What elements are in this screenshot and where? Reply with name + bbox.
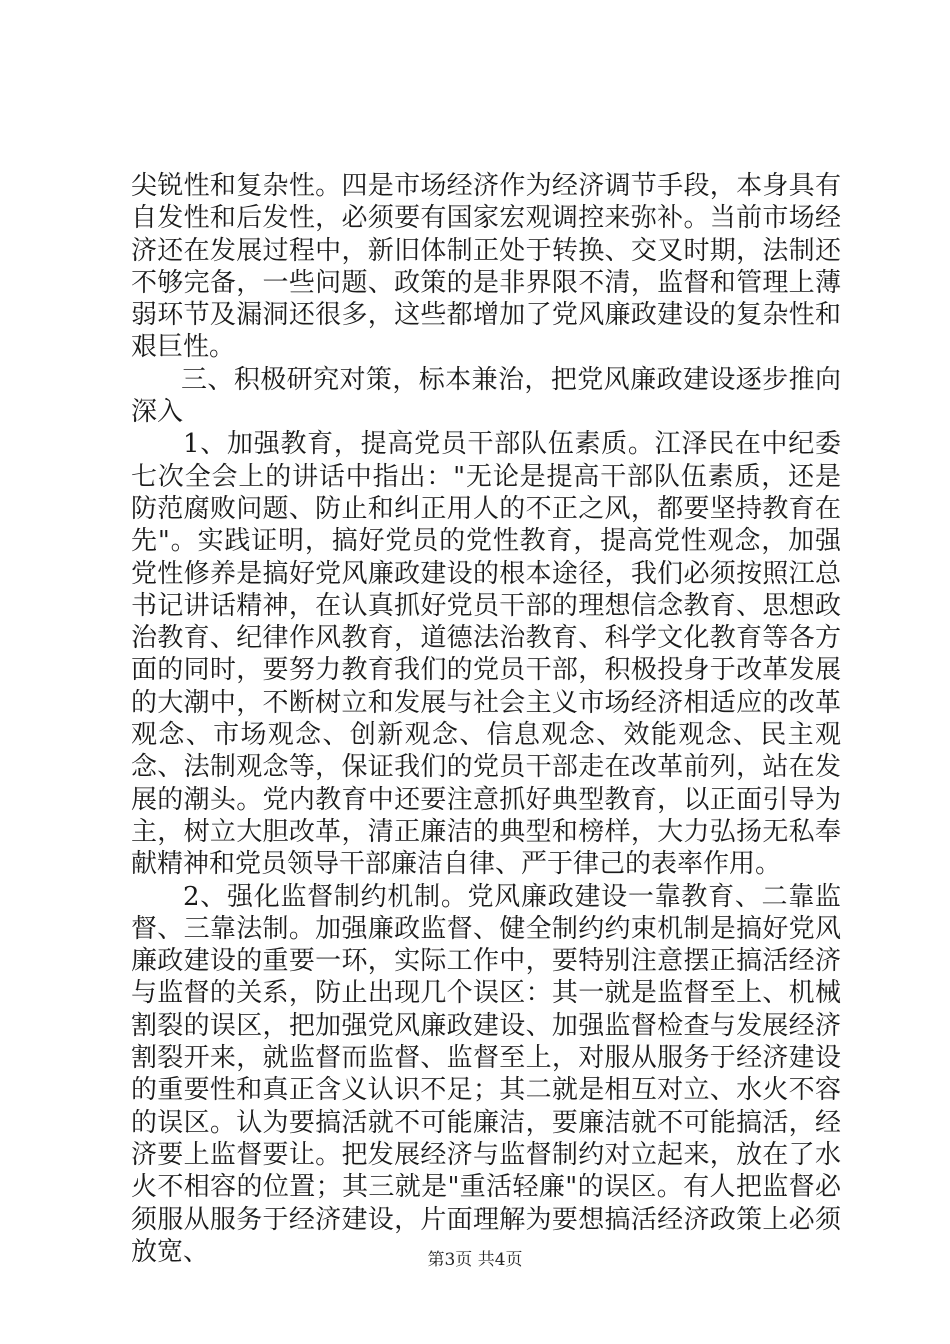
paragraph-continuation: 尖锐性和复杂性。四是市场经济作为经济调节手段，本身具有自发性和后发性，必须要有国家宏观调控来弥补。当前市场经济还在发展过程中，新旧体制正处于转换、交叉时期，法制还不够完备，一些问题、政策的是非界限不清，监督和管理上薄弱环节及漏洞还很多，这些都增加了党风廉政建设的复杂性和艰巨性。 [131, 171, 841, 363]
document-body [131, 170, 841, 1268]
page-footer: 第3页 共4页 [427, 1250, 523, 1270]
paragraph-education: 1、加强教育，提高党员干部队伍素质。江泽民在中纪委七次全会上的讲话中指出："无论是提高干部队伍素质，还是防范腐败问题、防止和纠正用人的不正之风，都要坚持教育在先"。实践证明，搞好党员的党性教育，提高党性观念，加强党性修养是搞好党风廉政建设的根本途径，我们必须按照江总书记讲话精神，在认真抓好党员干部的理想信念教育、思想政治教育、纪律作风教育，道德法治教育、科学文化教育等各方面的同时，要努力教育我们的党员干部，积极投身于改革发展的大潮中，不断树立和发展与社会主义市场经济相适应的改革观念、市场观念、创新观念、信息观念、效能观念、民主观念、法制观念等，保证我们的党员干部走在改革前列，站在发展的潮头。党内教育中还要注意抓好典型教育，以正面引导为主，树立大胆改革，清正廉洁的典型和榜样，大力弘扬无私奉献精神和党员领导干部廉洁自律、严于律己的表率作用。 [131, 429, 841, 880]
section-heading: 三、积极研究对策，标本兼治，把党风廉政建设逐步推向深入 [131, 364, 841, 428]
paragraph-supervision: 2、强化监督制约机制。党风廉政建设一靠教育、二靠监督、三靠法制。加强廉政监督、健全制约约束机制是搞好党风廉政建设的重要一环，实际工作中，要特别注意摆正搞活经济与监督的关系，防止出现几个误区：其一就是监督至上、机械割裂的误区，把加强党风廉政建设、加强监督检查与发展经济割裂开来，就监督而监督、监督至上，对服从服务于经济建设的重要性和真正含义认识不足；其二就是相互对立、水火不容的误区。认为要搞活就不可能廉洁，要廉洁就不可能搞活，经济要上监督要让。把发展经济与监督制约对立起来，放在了水火不相容的位置；其三就是"重活轻廉"的误区。有人把监督必须服从服务于经济建设，片面理解为要想搞活经济政策上必须放宽、 [131, 881, 841, 1267]
